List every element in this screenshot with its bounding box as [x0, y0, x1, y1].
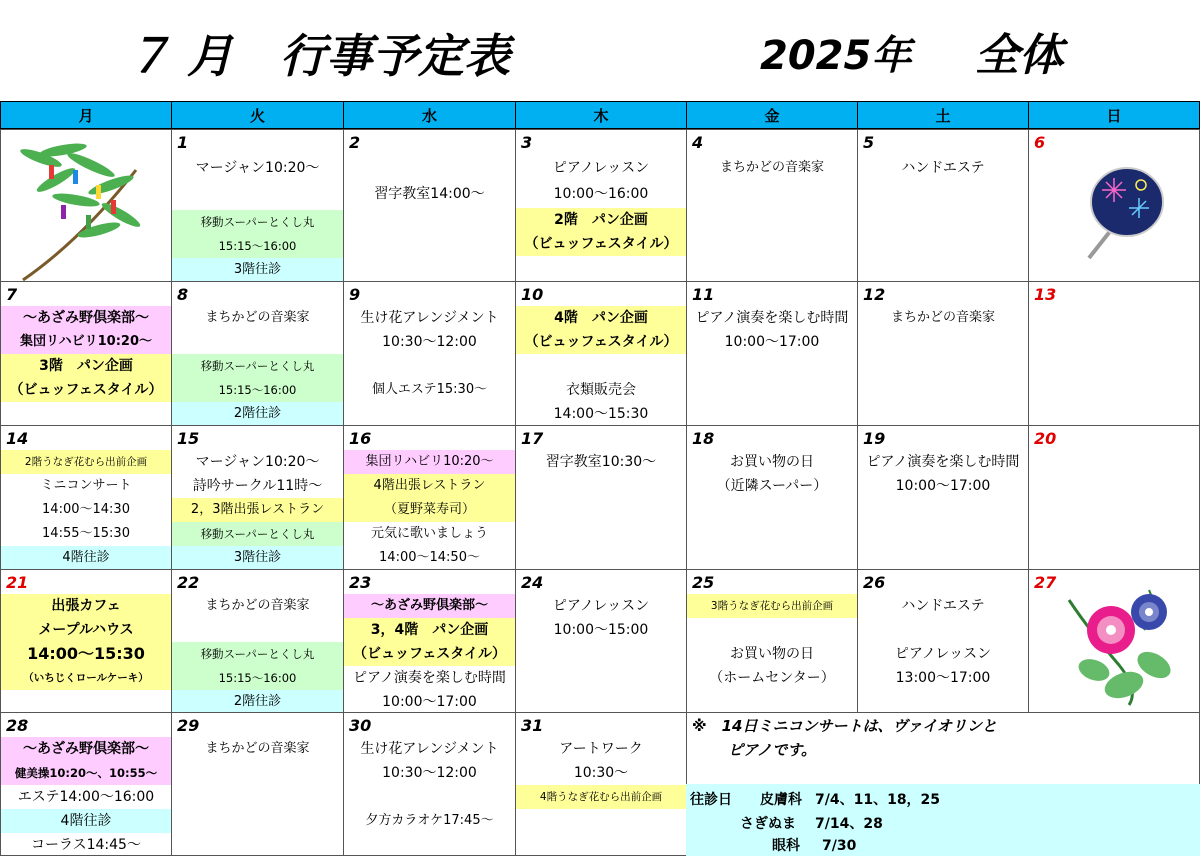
day-cell — [857, 425, 1029, 570]
event-item: まちかどの音楽家 — [719, 160, 824, 175]
event-item: ～あざみ野倶楽部～ — [1, 306, 171, 330]
event-item: 習字教室10:30～ — [545, 454, 657, 470]
event-item: 10:00～17:00 — [382, 694, 477, 710]
event-item: マージャン10:20～ — [195, 454, 320, 470]
date-number: 20 — [1034, 429, 1057, 448]
weekday-header-thu: 木 — [515, 101, 687, 129]
event-item: （いちじくロールケーキ） — [1, 666, 171, 690]
event-item: エステ14:00～16:00 — [17, 789, 155, 805]
tanabata-bamboo-icon — [1, 130, 172, 282]
event-item: 集団リハビリ10:20～ — [1, 330, 171, 354]
event-item: 10:00～17:00 — [895, 478, 991, 494]
date-number: 31 — [521, 716, 544, 735]
event-item: ミニコンサート — [40, 478, 132, 493]
event-item: 14:00～14:50～ — [379, 550, 480, 565]
event-item: コーラス14:45～ — [31, 837, 141, 853]
day-cell — [171, 281, 344, 426]
event-item: 生け花アレンジメント — [360, 741, 499, 757]
event-item: 4階 パン企画 — [516, 306, 686, 330]
event-item: お買い物の日 — [730, 454, 814, 470]
weekday-header-mon: 月 — [0, 101, 172, 129]
date-number: 4 — [692, 133, 704, 152]
month-title: ７ 月 — [125, 29, 234, 83]
event-item: お買い物の日 — [730, 646, 814, 662]
event-item: 詩吟サークル11時～ — [192, 478, 323, 494]
date-number: 16 — [349, 429, 372, 448]
date-number: 7 — [6, 285, 18, 304]
event-item: 3，4階 パン企画 — [344, 618, 515, 642]
visit-dept: さぎぬま — [740, 816, 796, 832]
day-cell — [343, 712, 516, 856]
event-item: ～あざみ野倶楽部～ — [344, 594, 515, 618]
event-item: （夏野菜寿司） — [344, 498, 515, 522]
event-item: （ビュッフェスタイル） — [516, 330, 686, 354]
date-number: 10 — [521, 285, 544, 304]
event-item: ピアノレッスン — [552, 160, 650, 176]
event-item: 15:15～16:00 — [172, 666, 343, 690]
day-cell — [171, 129, 344, 282]
event-item: 習字教室14:00～ — [374, 186, 485, 202]
event-item: 10:30～12:00 — [382, 765, 477, 781]
event-item: ピアノ演奏を楽しむ時間 — [866, 454, 1020, 470]
event-item: ピアノレッスン — [894, 646, 992, 662]
day-cell — [0, 281, 172, 426]
event-item: 移動スーパーとくし丸 — [172, 354, 343, 378]
day-cell — [515, 712, 687, 856]
date-number: 23 — [349, 573, 372, 592]
event-item: 集団リハビリ10:20～ — [344, 450, 515, 474]
event-item: ハンドエステ — [901, 598, 985, 614]
event-item: （ホームセンター） — [709, 670, 835, 686]
day-cell — [515, 129, 687, 282]
day-cell — [171, 569, 344, 713]
note-line: ※ 14日ミニコンサートは、ヴァイオリンと — [692, 717, 997, 735]
event-item: 10:00～16:00 — [553, 186, 649, 202]
event-item: 夕方カラオケ17:45～ — [365, 813, 494, 828]
event-item: 個人エステ15:30～ — [371, 382, 488, 397]
event-item: 健美操10:20～、10:55～ — [1, 761, 171, 785]
day-cell — [0, 712, 172, 856]
event-item: 4階往診 — [1, 546, 171, 570]
day-cell — [515, 281, 687, 426]
day-cell — [343, 129, 516, 282]
fireworks-fan-icon — [1029, 130, 1200, 282]
event-item: （ビュッフェスタイル） — [1, 378, 171, 402]
day-cell — [1028, 569, 1200, 713]
event-item: 13:00～17:00 — [895, 670, 991, 686]
event-item: 10:30～12:00 — [382, 334, 477, 350]
page-title: 行事予定表 — [280, 29, 510, 83]
event-item: 出張カフェ — [1, 594, 171, 618]
date-number: 22 — [177, 573, 200, 592]
weekday-header-sat: 土 — [857, 101, 1029, 129]
date-number: 21 — [6, 573, 29, 592]
event-item: 10:30～ — [573, 765, 629, 781]
day-cell — [0, 425, 172, 570]
event-item: ピアノ演奏を楽しむ時間 — [353, 670, 506, 686]
event-item: 移動スーパーとくし丸 — [172, 210, 343, 234]
event-item: 10:00～15:00 — [553, 622, 649, 638]
weekday-header-tue: 火 — [171, 101, 344, 129]
date-number: 24 — [521, 573, 544, 592]
day-cell — [171, 712, 344, 856]
event-item: 10:00～17:00 — [724, 334, 820, 350]
date-number: 9 — [349, 285, 361, 304]
date-number: 17 — [521, 429, 544, 448]
event-item: まちかどの音楽家 — [205, 741, 310, 756]
event-item: 移動スーパーとくし丸 — [172, 642, 343, 666]
event-item: 4階うなぎ花むら出前企画 — [516, 785, 686, 809]
day-cell — [857, 569, 1029, 713]
day-cell — [1028, 281, 1200, 426]
visit-dates: 7/4、11、18，25 — [815, 792, 941, 808]
visit-dates: 7/14、28 — [815, 816, 883, 832]
date-number: 19 — [863, 429, 886, 448]
event-item: 4階出張レストラン — [344, 474, 515, 498]
day-cell — [686, 425, 858, 570]
day-cell — [515, 569, 687, 713]
visit-dept: 皮膚科 — [760, 792, 802, 808]
day-cell — [686, 129, 858, 282]
event-item: 14:00～15:30 — [1, 642, 171, 666]
event-item: アートワーク — [559, 741, 643, 757]
date-number: 6 — [1034, 133, 1046, 152]
scope-label: 全体 — [975, 30, 1063, 81]
event-item: 14:55～15:30 — [42, 526, 130, 541]
event-item: （近隣スーパー） — [716, 478, 828, 494]
event-item: マージャン10:20～ — [195, 160, 320, 176]
event-item: 15:15～16:00 — [172, 234, 343, 258]
event-item: 15:15～16:00 — [172, 378, 343, 402]
date-number: 28 — [6, 716, 29, 735]
date-number: 18 — [692, 429, 715, 448]
event-item: 3階往診 — [172, 546, 343, 570]
date-number: 14 — [6, 429, 29, 448]
date-number: 8 — [177, 285, 189, 304]
visit-label: 往診日 — [690, 792, 732, 808]
note-line: ピアノです。 — [728, 741, 817, 759]
date-number: 11 — [692, 285, 715, 304]
morning-glory-icon — [1029, 570, 1200, 713]
event-item: 2階 パン企画 — [516, 208, 686, 232]
visit-dates: 7/30 — [822, 838, 857, 854]
event-item: 移動スーパーとくし丸 — [172, 522, 343, 546]
event-item: 3階往診 — [172, 258, 343, 282]
event-item: ハンドエステ — [901, 160, 985, 176]
event-item: まちかどの音楽家 — [890, 310, 995, 325]
visit-dept: 眼科 — [772, 838, 800, 854]
event-item: 3階うなぎ花むら出前企画 — [687, 594, 857, 618]
event-item: まちかどの音楽家 — [205, 598, 310, 613]
date-number: 25 — [692, 573, 715, 592]
date-number: 2 — [349, 133, 361, 152]
date-number: 1 — [177, 133, 189, 152]
date-number: 30 — [349, 716, 372, 735]
date-number: 27 — [1034, 573, 1057, 592]
event-item: 2階往診 — [172, 402, 343, 426]
date-number: 26 — [863, 573, 886, 592]
weekday-header-fri: 金 — [686, 101, 858, 129]
date-number: 29 — [177, 716, 200, 735]
date-number: 15 — [177, 429, 200, 448]
event-item: ピアノ演奏を楽しむ時間 — [695, 310, 849, 326]
event-item: ピアノレッスン — [552, 598, 650, 614]
event-item: 衣類販売会 — [566, 382, 636, 398]
day-cell-empty — [0, 129, 172, 282]
event-item: 元気に歌いましょう — [370, 526, 488, 541]
day-cell — [343, 425, 516, 570]
weekday-header-sun: 日 — [1028, 101, 1200, 129]
event-item: 14:00～15:30 — [553, 406, 649, 422]
day-cell — [1028, 425, 1200, 570]
day-cell — [0, 569, 172, 713]
event-item: 2階うなぎ花むら出前企画 — [1, 450, 171, 474]
event-item: 生け花アレンジメント — [360, 310, 499, 326]
event-item: 14:00～14:30 — [42, 502, 130, 517]
day-cell — [515, 425, 687, 570]
date-number: 13 — [1034, 285, 1057, 304]
day-cell — [343, 281, 516, 426]
day-cell — [686, 281, 858, 426]
event-item: メープルハウス — [1, 618, 171, 642]
day-cell — [857, 281, 1029, 426]
event-item: 2階往診 — [172, 690, 343, 713]
day-cell — [686, 569, 858, 713]
day-cell — [343, 569, 516, 713]
day-cell — [171, 425, 344, 570]
event-item: まちかどの音楽家 — [205, 310, 310, 325]
event-item: 3階 パン企画 — [1, 354, 171, 378]
event-item: ～あざみ野倶楽部～ — [1, 737, 171, 761]
event-item: （ビュッフェスタイル） — [516, 232, 686, 256]
year-label: 2025年 — [760, 33, 912, 79]
date-number: 12 — [863, 285, 886, 304]
day-cell — [857, 129, 1029, 282]
date-number: 5 — [863, 133, 875, 152]
day-cell — [1028, 129, 1200, 282]
weekday-header-wed: 水 — [343, 101, 516, 129]
event-item: 4階往診 — [1, 809, 171, 833]
event-item: （ビュッフェスタイル） — [344, 642, 515, 666]
event-item: 2，3階出張レストラン — [172, 498, 343, 522]
date-number: 3 — [521, 133, 533, 152]
